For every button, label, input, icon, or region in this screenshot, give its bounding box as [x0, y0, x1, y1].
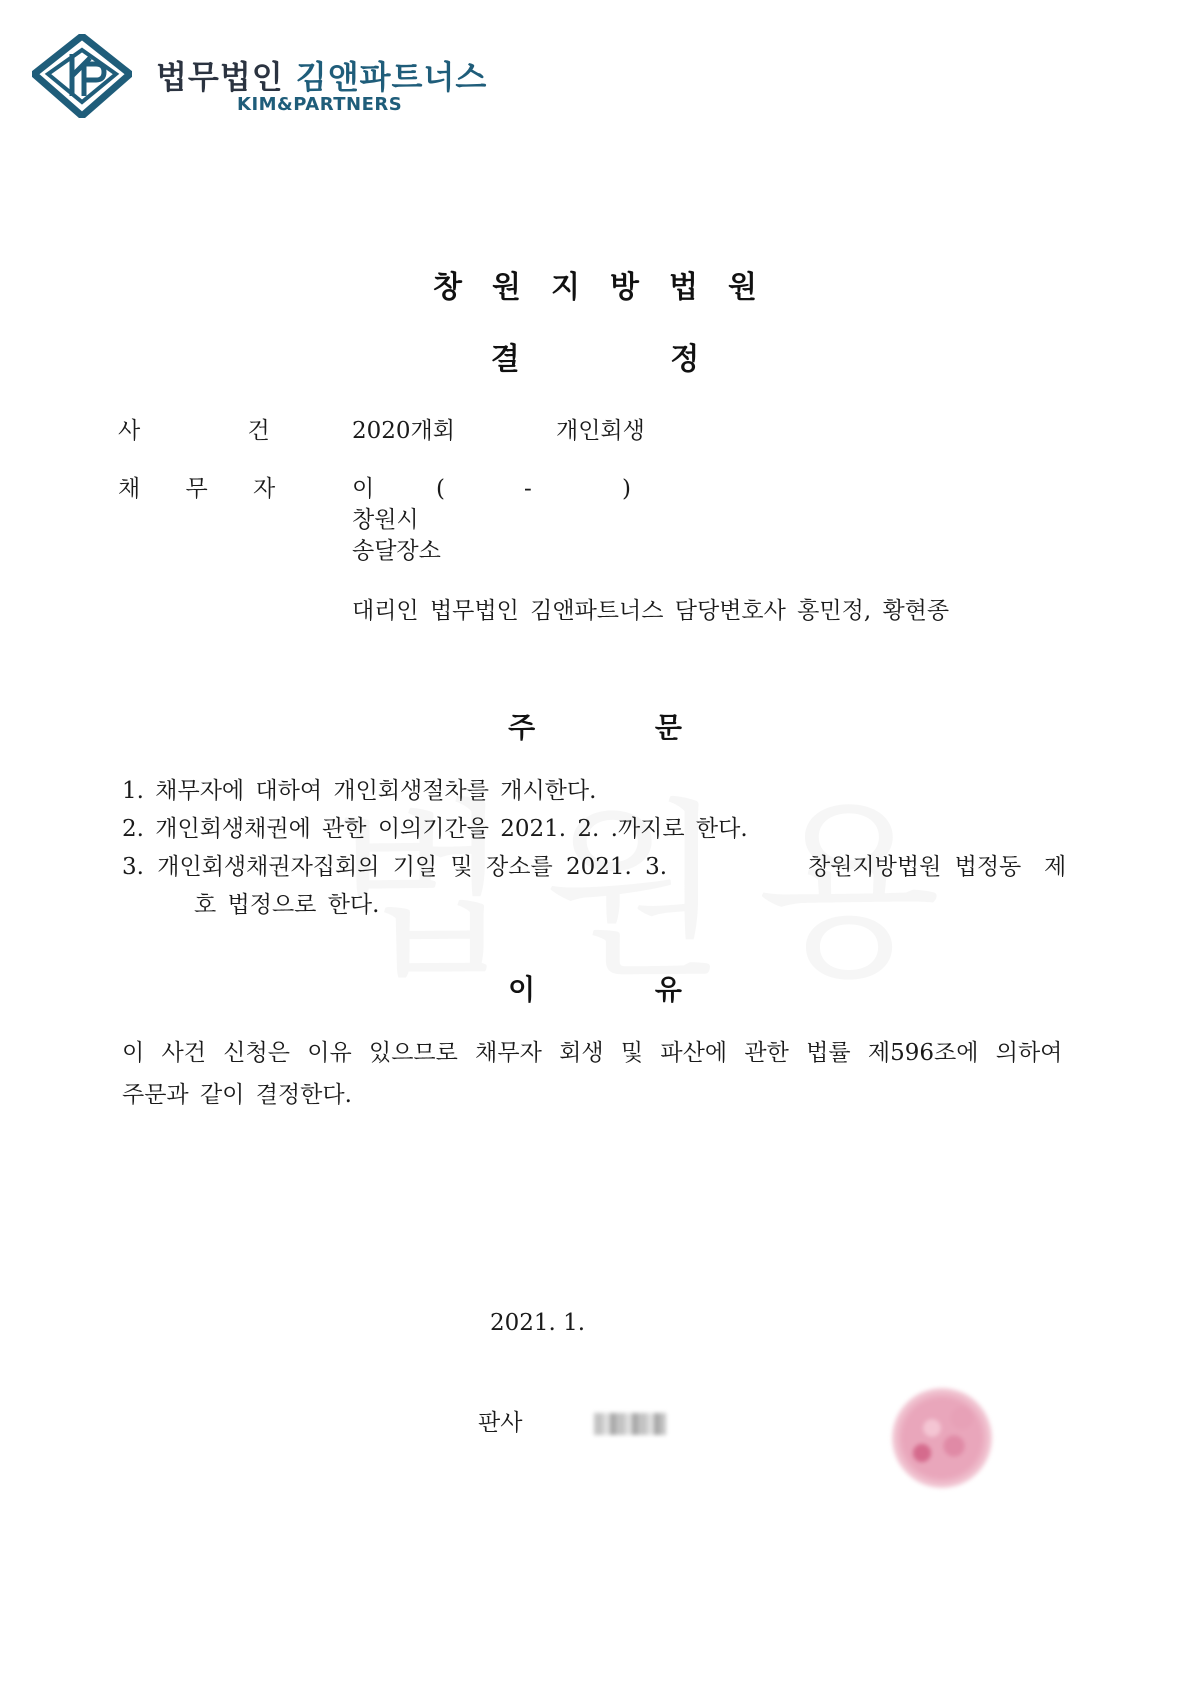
- order-item-3-venue: 창원지방법원 법정동: [808, 854, 1022, 880]
- debtor-address: 창원시: [352, 507, 419, 533]
- case-number: 2020개회: [352, 418, 455, 444]
- case-type: 개인회생: [556, 418, 645, 444]
- firm-emblem-icon: [32, 34, 132, 118]
- order-item-3-room-prefix: 제: [1044, 854, 1067, 880]
- firm-name-korean: [156, 52, 487, 98]
- case-label: 사 건: [118, 418, 270, 444]
- reason-line-2: 주문과 같이 결정한다.: [122, 1082, 352, 1108]
- order-item-2: 2. 개인회생채권에 관한 이의기간을 2021. 2. .까지로 한다.: [122, 816, 748, 842]
- service-address: 송달장소: [352, 538, 441, 564]
- firm-logo: [32, 34, 492, 130]
- court-name: 창원지방법원: [433, 270, 787, 305]
- order-item-3: 3. 개인회생채권자집회의 기일 및 장소를 2021. 3.: [122, 854, 668, 880]
- order-item-3-continued: 호 법정으로 한다.: [194, 892, 380, 918]
- firm-name-main: 김앤파트너스: [295, 58, 488, 96]
- debtor-label: 채 무 자: [118, 476, 276, 502]
- firm-name-prefix: 법무법인: [156, 58, 284, 96]
- order-item-1: 1. 채무자에 대하여 개인회생절차를 개시한다.: [122, 778, 597, 804]
- firm-name-english: KIM&PARTNERS: [237, 94, 403, 115]
- decision-date: 2021. 1.: [490, 1310, 586, 1336]
- document-title: 결 정: [490, 342, 700, 377]
- resident-id-dash: -: [524, 476, 532, 502]
- reason-heading: 이 유: [508, 973, 682, 1006]
- resident-id-open: (: [436, 476, 445, 502]
- judge-label: 판사: [478, 1410, 523, 1436]
- resident-id-close: ): [622, 476, 631, 502]
- judge-name-redacted: [594, 1413, 666, 1435]
- court-seal-icon: [892, 1388, 992, 1488]
- legal-agent: 대리인 법무법인 김앤파트너스 담당변호사 홍민정, 황현종: [352, 598, 950, 624]
- debtor-name: 이: [352, 476, 375, 502]
- reason-line-1: 이 사건 신청은 이유 있으므로 채무자 회생 및 파산에 관한 법률 제596조에 의하여: [122, 1040, 1063, 1066]
- order-heading: 주 문: [508, 711, 682, 744]
